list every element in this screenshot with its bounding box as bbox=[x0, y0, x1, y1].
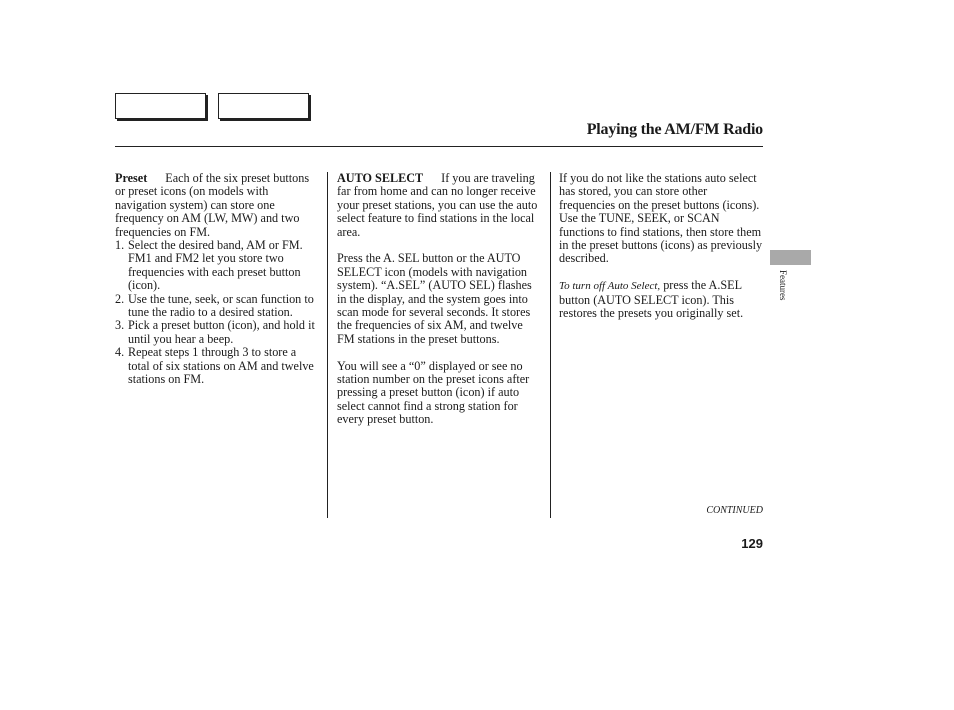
preset-step-3 bbox=[115, 319, 320, 346]
nav-box-right bbox=[218, 93, 309, 119]
page-title: Playing the AM/FM Radio bbox=[586, 121, 763, 138]
auto-select-paragraph: Press the A. SEL button or the AUTO SELECT icon (models with navigation system). “A.SEL” (AUTO SEL) flashes in the display, and the system goes into scan mode for several seconds. It stores the frequencies of six AM, and twelve FM stations in the preset buttons. bbox=[337, 251, 532, 346]
preset-step-2 bbox=[115, 293, 320, 320]
page-number: 129 bbox=[741, 536, 763, 551]
turn-off-text: press the A.SEL button (AUTO SELECT icon). This restores the presets you originally set. bbox=[559, 278, 744, 321]
preset-column bbox=[115, 172, 320, 387]
preset-step-4 bbox=[115, 346, 320, 386]
auto-select-intro bbox=[337, 172, 543, 239]
store-other-paragraph: If you do not like the stations auto select has stored, you can store other frequencies on the preset buttons (icons). Use the TUNE, SEEK, or SCAN functions to find stations, then store them in the preset buttons (icons) as previously described. bbox=[559, 171, 763, 266]
step-number: 4. bbox=[115, 345, 125, 360]
column-divider bbox=[327, 172, 328, 518]
continued-label: CONTINUED bbox=[706, 505, 763, 516]
turn-off-paragraph bbox=[559, 279, 765, 320]
section-tab bbox=[770, 250, 811, 265]
auto-select-heading: AUTO SELECT bbox=[337, 171, 424, 185]
step-number: 1. bbox=[115, 238, 125, 253]
preset-steps bbox=[115, 239, 320, 386]
step-number: 2. bbox=[115, 291, 125, 306]
preset-heading: Preset bbox=[115, 171, 148, 185]
step-text: Pick a preset button (icon), and hold it until you hear a beep. bbox=[128, 318, 315, 346]
auto-select-intro-text: If you are traveling far from home and can no longer receive your preset stations, you can use the auto select feature to find stations in the local area. bbox=[337, 171, 538, 239]
auto-select-column bbox=[337, 172, 543, 427]
nav-box-left bbox=[115, 93, 206, 119]
store-other-column bbox=[559, 172, 765, 320]
title-divider bbox=[115, 146, 763, 147]
preset-intro bbox=[115, 172, 320, 239]
preset-step-1 bbox=[115, 239, 320, 293]
step-text: Repeat steps 1 through 3 to store a total of six stations on AM and twelve stations on FM. bbox=[128, 345, 314, 387]
preset-intro-text: Each of the six preset buttons or preset icons (on models with navigation system) can store one frequency on AM (LW, MW) and two frequencies on FM. bbox=[115, 171, 310, 239]
step-text: Select the desired band, AM or FM. FM1 and FM2 let you store two frequencies with each preset button (icon). bbox=[128, 238, 303, 293]
section-label: Features bbox=[778, 270, 788, 301]
auto-select-paragraph: You will see a “0” displayed or see no station number on the preset icons after pressing a preset button (icon) if auto select cannot find a strong station for every preset button. bbox=[337, 358, 530, 427]
turn-off-label: To turn off Auto Select, bbox=[559, 280, 661, 293]
column-divider bbox=[550, 172, 551, 518]
step-number: 3. bbox=[115, 318, 125, 333]
step-text: Use the tune, seek, or scan function to tune the radio to a desired station. bbox=[128, 291, 314, 320]
